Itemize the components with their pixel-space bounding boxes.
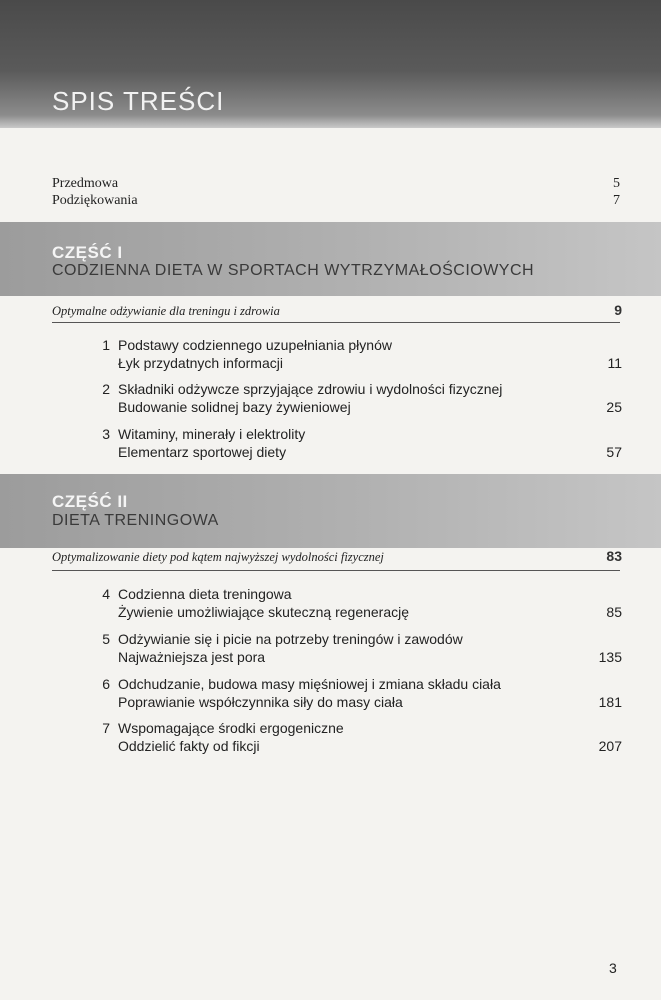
chapter-number: 2	[102, 381, 110, 397]
section-title: Optymalne odżywianie dla treningu i zdrowia	[52, 304, 280, 318]
chapter-subtitle: Elementarz sportowej diety	[118, 444, 287, 460]
section-divider	[52, 322, 620, 323]
section-title: Optymalizowanie diety pod kątem najwyższej wydolności fizycznej	[52, 550, 384, 564]
chapter-number: 3	[102, 426, 110, 442]
chapter-subtitle: Budowanie solidnej bazy żywieniowej	[118, 399, 351, 415]
chapter-subtitle: Najważniejsza jest pora	[118, 649, 266, 665]
chapter-page: 25	[606, 399, 622, 415]
part-2-section[interactable]	[52, 548, 622, 565]
chapter-subtitle: Oddzielić fakty od fikcji	[118, 738, 260, 754]
part-1-label: CZĘŚĆ I	[52, 243, 123, 262]
page-number: 3	[609, 960, 617, 976]
chapter-number: 1	[102, 337, 110, 353]
chapter-subtitle: Żywienie umożliwiające skuteczną regenerację	[118, 604, 410, 620]
chapter-number: 7	[102, 720, 110, 736]
toc-entry-preface[interactable]	[52, 176, 620, 192]
chapter-title: Składniki odżywcze sprzyjające zdrowiu i wydolności fizycznej	[118, 381, 503, 397]
chapter-number: 4	[102, 586, 110, 602]
page-title: SPIS TREŚCI	[52, 86, 225, 116]
header-band	[0, 0, 661, 128]
section-page: 9	[614, 302, 622, 318]
chapter-title: Odżywianie się i picie na potrzeby treningów i zawodów	[118, 631, 463, 647]
chapter-number: 6	[102, 676, 110, 692]
chapter-page: 85	[606, 604, 622, 620]
chapter-title: Odchudzanie, budowa masy mięśniowej i zmiana składu ciała	[118, 676, 501, 692]
toc-entry-acknowledgements[interactable]	[52, 193, 620, 209]
section-page: 83	[606, 548, 622, 564]
part-1-section[interactable]	[52, 302, 622, 319]
part-2-label: CZĘŚĆ II	[52, 492, 128, 511]
chapter-title: Wspomagające środki ergogeniczne	[118, 720, 344, 736]
part-2-title: DIETA TRENINGOWA	[52, 512, 219, 529]
chapter-page: 11	[607, 355, 622, 371]
section-divider	[52, 570, 620, 571]
chapter-subtitle: Poprawianie współczynnika siły do masy ciała	[118, 694, 403, 710]
chapter-title: Podstawy codziennego uzupełniania płynów	[118, 337, 392, 353]
part-1-title: CODZIENNA DIETA W SPORTACH WYTRZYMAŁOŚCIOWYCH	[52, 262, 535, 279]
chapter-page: 207	[598, 738, 622, 754]
chapter-page: 181	[598, 694, 622, 710]
toc-entry-label: Przedmowa	[52, 176, 119, 191]
chapter-subtitle: Łyk przydatnych informacji	[118, 355, 283, 371]
toc-entry-label: Podziękowania	[52, 193, 138, 208]
toc-entry-page: 7	[613, 193, 620, 208]
chapter-page: 57	[606, 444, 622, 460]
toc-entry-page: 5	[613, 176, 620, 191]
chapter-title: Codzienna dieta treningowa	[118, 586, 292, 602]
chapter-title: Witaminy, minerały i elektrolity	[118, 426, 306, 442]
chapter-page: 135	[598, 649, 622, 665]
chapter-number: 5	[102, 631, 110, 647]
